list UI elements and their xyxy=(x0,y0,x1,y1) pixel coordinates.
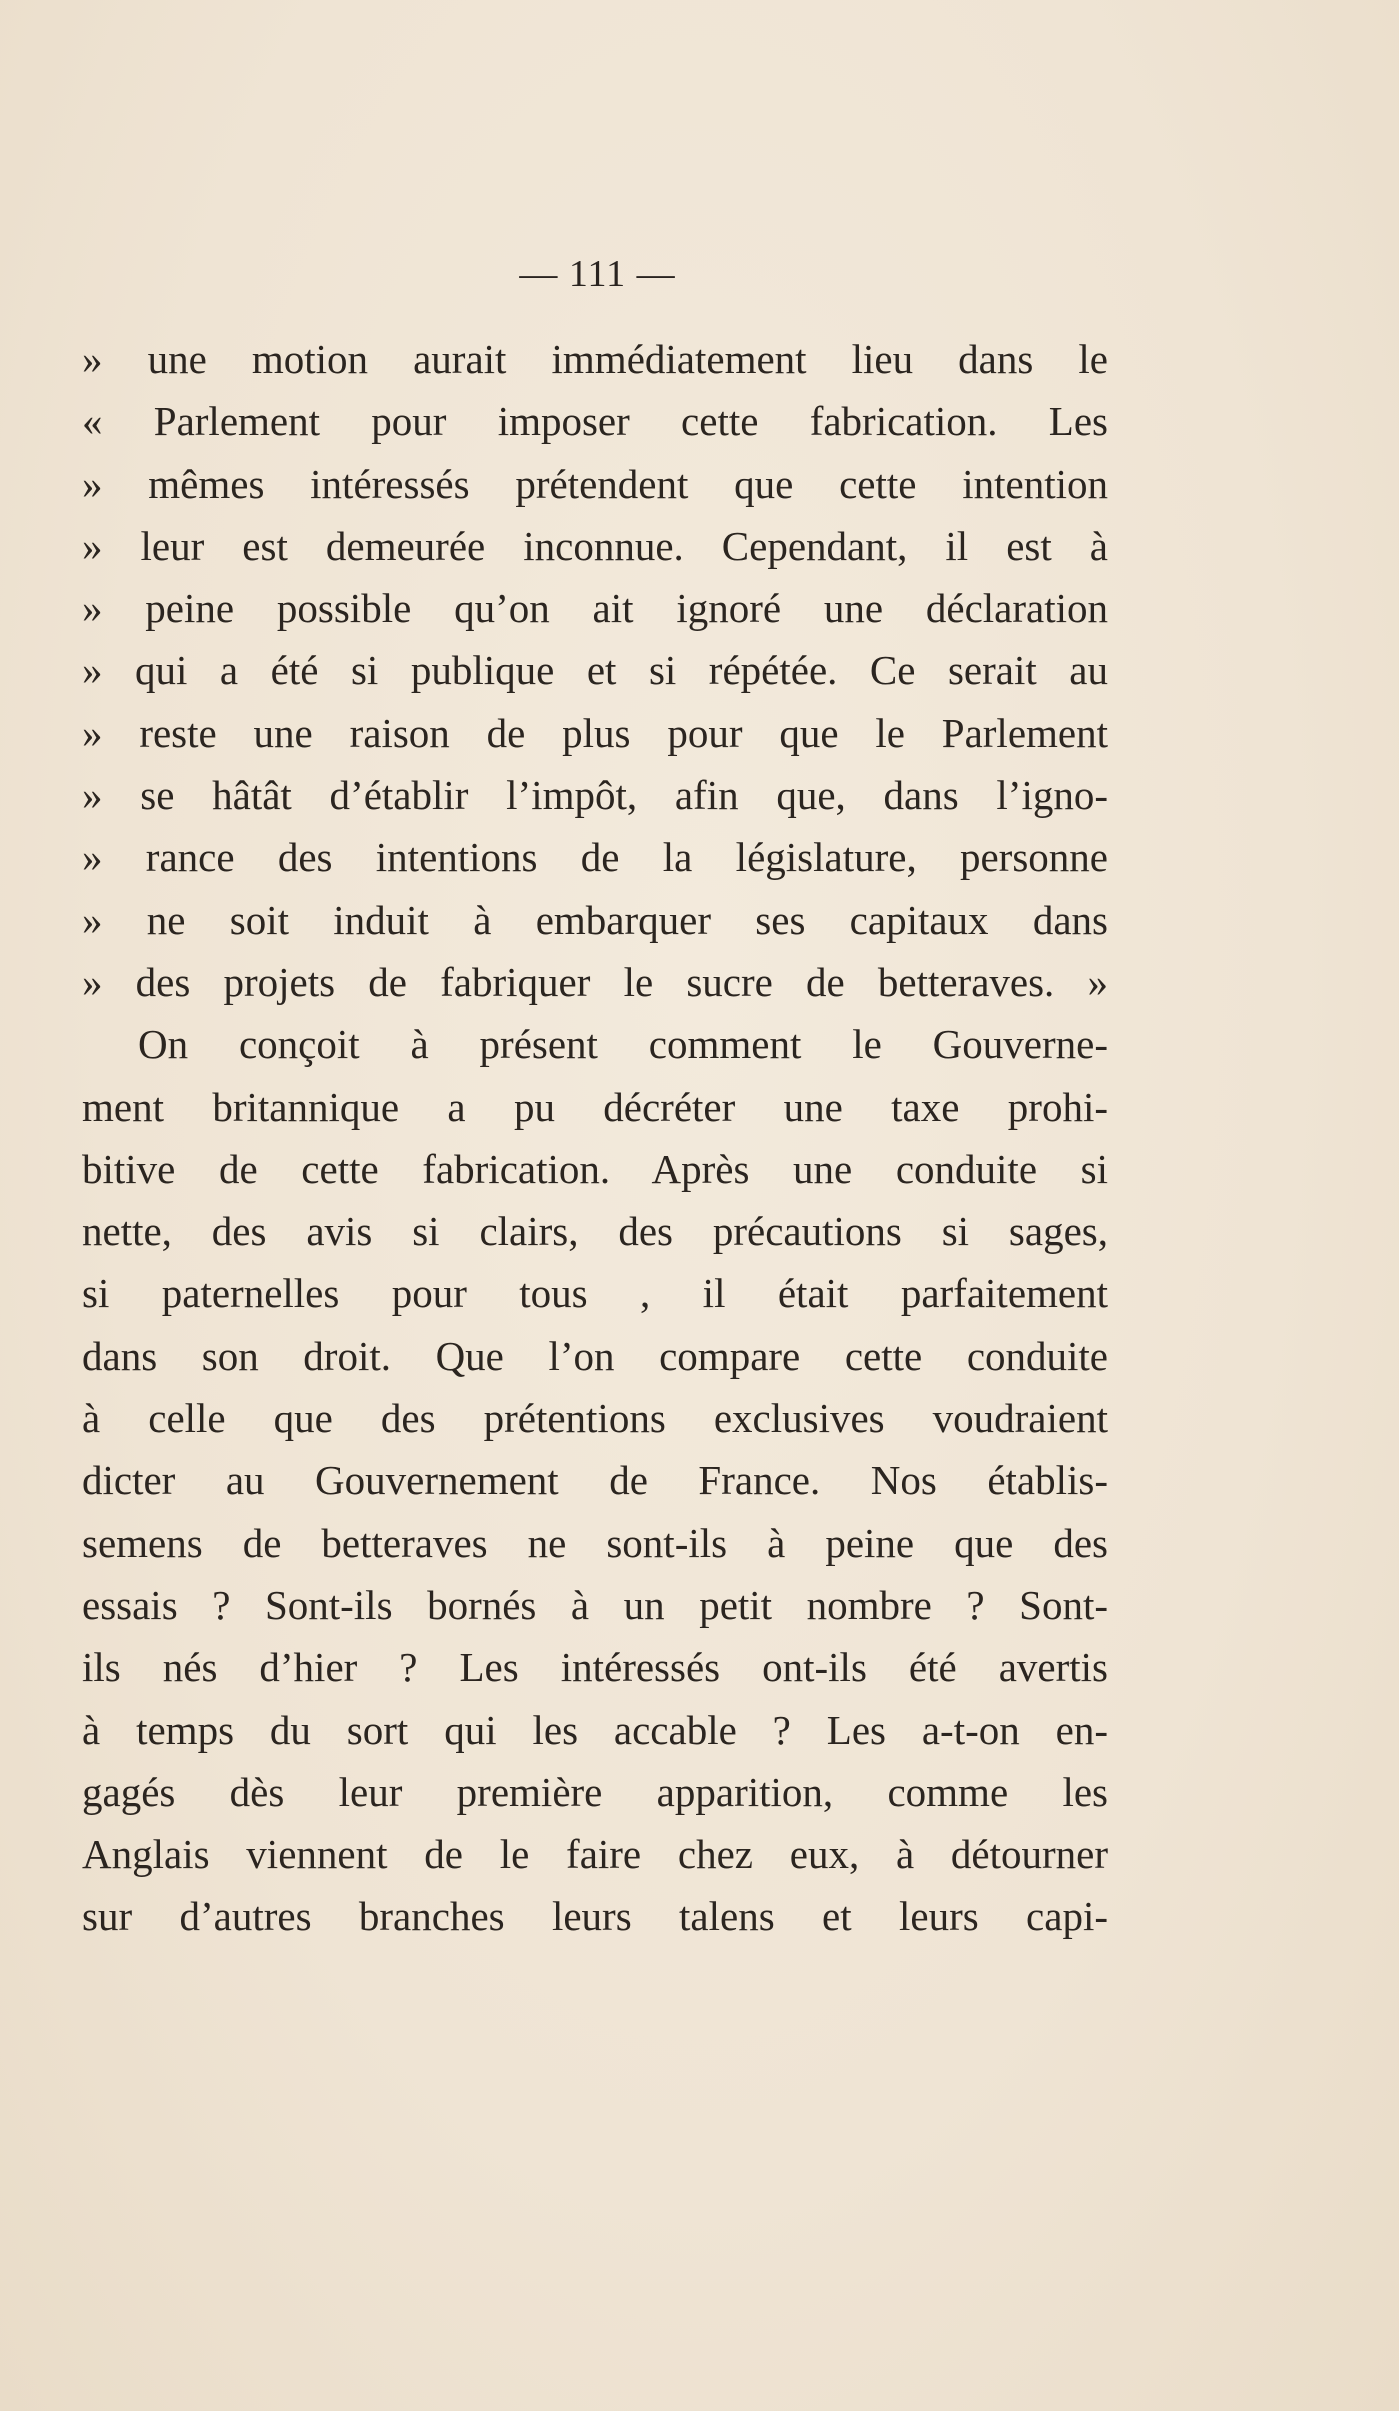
text-line: » une motion aurait immédiatement lieu dans le xyxy=(82,336,1108,382)
text-line: si paternelles pour tous , il était parfaitement xyxy=(82,1270,1108,1317)
text-line: essais ? Sont-ils bornés à un petit nombre ? Sont- xyxy=(82,1581,1108,1628)
text-line: dicter au Gouvernement de France. Nos établis- xyxy=(82,1457,1108,1504)
text-line: bitive de cette fabrication. Après une conduite si xyxy=(82,1145,1108,1192)
paragraph-start-line: On conçoit à présent comment le Gouverne- xyxy=(138,1021,1108,1068)
text-line: ment britannique a pu décréter une taxe prohi- xyxy=(82,1083,1108,1130)
text-line: » se hâtât d’établir l’impôt, afin que, dans l’igno- xyxy=(82,772,1108,819)
text-line: ils nés d’hier ? Les intéressés ont-ils été avertis xyxy=(82,1644,1108,1691)
text-line: » mêmes intéressés prétendent que cette intention xyxy=(82,460,1108,507)
text-line: Anglais viennent de le faire chez eux, à détourner xyxy=(82,1831,1108,1878)
text-line: « Parlement pour imposer cette fabrication. Les xyxy=(82,398,1108,445)
text-line: à celle que des prétentions exclusives voudraient xyxy=(82,1395,1108,1442)
text-line: » rance des intentions de la législature, personne xyxy=(82,834,1108,881)
body-text xyxy=(82,328,1108,1948)
text-line: à temps du sort qui les accable ? Les a-t-on en- xyxy=(82,1706,1108,1753)
text-line: dans son droit. Que l’on compare cette conduite xyxy=(82,1332,1108,1379)
text-line: » ne soit induit à embarquer ses capitaux dans xyxy=(82,896,1108,943)
text-line: semens de betteraves ne sont-ils à peine que des xyxy=(82,1519,1108,1566)
text-line: gagés dès leur première apparition, comme les xyxy=(82,1768,1108,1815)
text-line: » des projets de fabriquer le sucre de betteraves. » xyxy=(82,958,1108,1005)
text-line: sur d’autres branches leurs talens et leurs capi- xyxy=(82,1893,1108,1940)
page-number: — 111 — xyxy=(519,253,676,295)
text-line: » peine possible qu’on ait ignoré une déclaration xyxy=(82,585,1108,632)
text-line: » reste une raison de plus pour que le Parlement xyxy=(82,709,1108,756)
text-line: » qui a été si publique et si répétée. Ce serait au xyxy=(82,647,1108,694)
text-line: » leur est demeurée inconnue. Cependant, il est à xyxy=(82,522,1108,569)
text-line: nette, des avis si clairs, des précautions si sages, xyxy=(82,1208,1108,1255)
